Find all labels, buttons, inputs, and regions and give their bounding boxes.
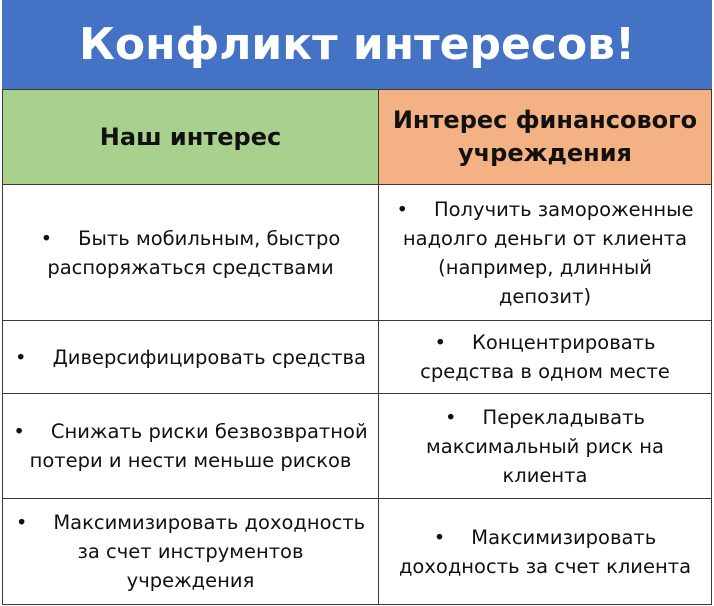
bullet-icon: • — [15, 345, 27, 369]
cell-text: Максимизировать доходность за счет инструментов учреждения — [53, 511, 366, 592]
table-row — [3, 394, 712, 499]
cell-text: Снижать риски безвозвратной потери и нести меньше рисков — [29, 420, 368, 472]
table-row — [3, 321, 712, 394]
cell-text: Максимизировать доходность за счет клиента — [398, 525, 692, 578]
conflict-table — [2, 89, 712, 605]
bullet-icon: • — [13, 420, 25, 443]
table-row — [3, 499, 712, 605]
cell-text: Получить замороженные надолго деньги от клиента (например, длинный депозит) — [402, 197, 694, 308]
cell-our-interest — [3, 321, 379, 394]
bullet-icon: • — [396, 197, 408, 221]
header-our-interest: Наш интерес — [3, 90, 379, 185]
cell-our-interest — [3, 499, 379, 605]
bullet-icon: • — [40, 226, 53, 250]
bullet-icon: • — [15, 511, 28, 534]
cell-text: Перекладывать максимальный риск на клиента — [426, 405, 664, 487]
cell-institution-interest — [379, 185, 712, 321]
bullet-icon: • — [445, 405, 457, 429]
table-header-row — [3, 90, 712, 185]
cell-text: Быть мобильным, быстро распоряжаться средствами — [47, 226, 341, 279]
header-institution-interest: Интерес финансового учреждения — [379, 90, 712, 185]
cell-institution-interest — [379, 499, 712, 605]
cell-our-interest — [3, 394, 379, 499]
bullet-icon: • — [434, 331, 446, 354]
page-title: Конфликт интересов! — [78, 19, 636, 70]
cell-institution-interest — [379, 394, 712, 499]
cell-our-interest — [3, 185, 379, 321]
cell-institution-interest — [379, 321, 712, 394]
cell-text: Концентрировать средства в одном месте — [420, 331, 670, 383]
title-banner — [2, 0, 712, 89]
cell-text: Диверсифицировать средства — [52, 345, 366, 369]
table-row — [3, 185, 712, 321]
bullet-icon: • — [433, 525, 446, 549]
